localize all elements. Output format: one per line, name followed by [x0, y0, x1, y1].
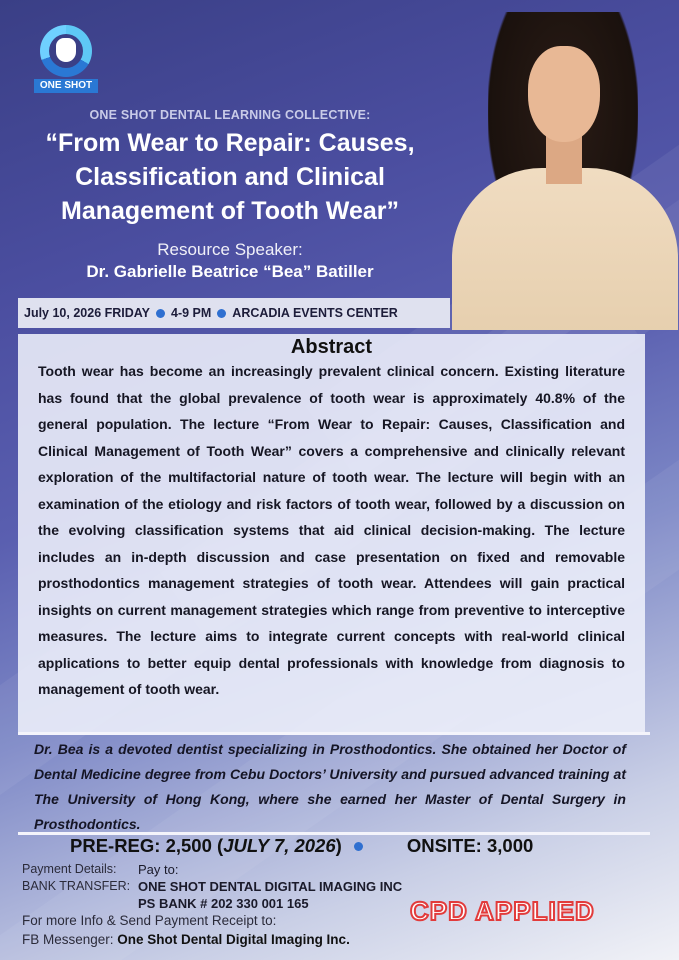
cpd-applied-badge: CPD APPLIED: [410, 896, 595, 926]
divider: [18, 732, 650, 735]
event-info-bar: [18, 298, 450, 328]
title-line: “From Wear to Repair: Causes,: [45, 129, 415, 157]
abstract-panel: [18, 334, 645, 732]
event-time: 4-9 PM: [171, 306, 212, 320]
pricing-line: [70, 835, 630, 857]
logo-text: ONE SHOT: [34, 79, 98, 93]
event-venue: ARCADIA EVENTS CENTER: [232, 306, 398, 320]
abstract-body: Tooth wear has become an increasingly prevalent clinical concern. Existing literature has found that the global prevalence of tooth wear is approximately 40.8% of the general population. The lecture “From Wear to Repair: Causes, Classification and Clinical Management of Tooth Wear” covers a comprehensive and clinically relevant exploration of the multifactorial nature of tooth wear. The lecture will begin with an examination of the etiology and risk factors of tooth wear, followed by a discussion on the evolving classification systems that aid clinical decision-making. The lecture includes an in-depth discussion and case presentation on fixed and removable prosthodontics management strategies of tooth wear. Attendees will gain practical insights on current management strategies which range from preventive to interceptive measures. The lecture aims to integrate current concepts with real-world clinical applications to better equip dental professionals with knowledge from diagnosis to management of tooth wear.: [38, 363, 625, 697]
pay-to-label: Pay to:: [138, 862, 179, 877]
bank-account: PS BANK # 202 330 001 165: [138, 896, 309, 911]
prereg-price: PRE-REG: 2,500 (: [70, 835, 224, 856]
payee-name: ONE SHOT DENTAL DIGITAL IMAGING INC: [138, 879, 403, 894]
speaker-portrait: [448, 8, 679, 330]
title-line: Management of Tooth Wear”: [61, 197, 399, 225]
prereg-date: JULY 7, 2026: [223, 835, 336, 856]
abstract-heading: Abstract: [290, 336, 373, 358]
bullet-dot-icon: [217, 309, 226, 318]
prereg-close: ): [335, 835, 342, 856]
fb-label: FB Messenger:: [22, 932, 118, 947]
tooth-icon: [56, 38, 76, 62]
bullet-dot-icon: [156, 309, 165, 318]
one-shot-logo: [34, 25, 98, 95]
speaker-bio: Dr. Bea is a devoted dentist specializing in Prosthodontics. She obtained her Doctor of Dental Medicine degree from Cebu Doctors’ University and pursued advanced training at The University of Hong Kong, where she earned her Master of Dental Surgery in Prosthodontics.: [34, 741, 626, 832]
organizer-eyebrow: ONE SHOT DENTAL LEARNING COLLECTIVE:: [89, 108, 371, 122]
fb-name: One Shot Dental Digital Imaging Inc.: [117, 932, 350, 947]
speaker-label: Resource Speaker:: [157, 240, 303, 259]
lecture-title: [10, 126, 450, 228]
bank-transfer-label: BANK TRANSFER:: [22, 879, 131, 893]
payment-details-label: Payment Details:: [22, 862, 117, 876]
more-info-text: For more Info & Send Payment Receipt to:: [22, 913, 277, 928]
title-line: Classification and Clinical: [75, 163, 385, 191]
onsite-price: ONSITE: 3,000: [406, 835, 534, 856]
bullet-dot-icon: [354, 842, 363, 851]
event-date: July 10, 2026 FRIDAY: [24, 306, 150, 320]
speaker-name: Dr. Gabrielle Beatrice “Bea” Batiller: [86, 262, 374, 281]
fb-messenger-contact: [22, 932, 350, 947]
